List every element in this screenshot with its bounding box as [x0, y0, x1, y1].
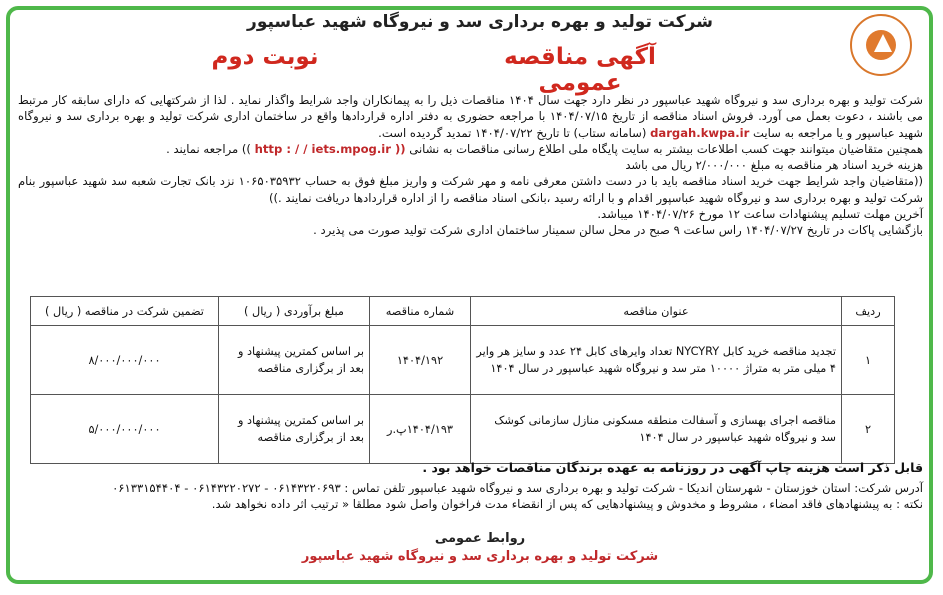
tender-table	[30, 296, 895, 464]
iets-link[interactable]: (( http : / / iets.mpog.ir	[254, 141, 406, 156]
dargah-link[interactable]: dargah.kwpa.ir	[650, 125, 750, 140]
dam-icon	[874, 34, 892, 52]
table-header-row	[31, 297, 895, 326]
intro-paragraph: شرکت تولید و بهره برداری سد و نیروگاه شهید عباسپور در نظر دارد جهت سال ۱۴۰۴ مناقصات ذیل را به پیمانکاران واجد شرایط واگذار نماید . لذا از شرکتهایی که دارای سابقه کار مرتبط می باشند ، دعوت بعمل می آورد. فروش اسناد مناقصه از تاریخ ۱۴۰۴/۰۷/۱۵ با مراجعه حضوری به دفتر اداره قراردادها واقع در ساختمان اداری شرکت تولید و بهره برداری سد و نیروگاه شهید عباسپور و یا مراجعه به سایت dargah.kwpa.ir (سامانه ستاب) تا تاریخ ۱۴۰۴/۰۷/۲۲ تمدید گردیده است.	[18, 93, 924, 140]
tender-guarantee: ۸/۰۰۰/۰۰۰/۰۰۰	[31, 326, 219, 395]
tender-guarantee: ۵/۰۰۰/۰۰۰/۰۰۰	[31, 395, 219, 464]
company-name: شرکت تولید و بهره برداری سد و نیروگاه شهید عباسپور	[247, 12, 713, 32]
submission-deadline: آخرین مهلت تسلیم پیشنهادات ساعت ۱۲ مورخ ۱۴۰۴/۰۷/۲۶ میباشد.	[597, 207, 923, 222]
header-estimate: مبلغ برآوردی ( ریال )	[219, 297, 370, 326]
print-cost-notice: قابل ذکر است هزینه چاپ آگهی در روزنامه به عهده برندگان مناقصات خواهد بود .	[422, 460, 923, 475]
ad-body	[18, 92, 923, 239]
disclaimer-note: نکته : به پیشنهادهای فاقد امضاء ، مشروط و مخدوش و پیشنهادهایی که پس از انقضاء مدت فراخوان واصل شود مطلقا « ترتیب اثر داده نخواهد شد.	[211, 497, 923, 511]
company-address: آدرس شرکت: استان خوزستان - شهرستان اندیکا - شرکت تولید و بهره برداری سد و نیروگاه شهید عباسپور تلفن تماس : ۰۶۱۴۳۲۲۰۶۹۳ - ۰۶۱۴۳۲۲۰۲۷۲ - ۰۶۱۳۳۱۵۴۴۰۴	[112, 481, 923, 495]
purchase-conditions: ((متقاضیان واجد شرایط جهت خرید اسناد مناقصه باید با در دست داشتن معرفی نامه و مهر شرکت و واریز مبلغ فوق به حساب ۱۰۶۵۰۳۵۹۳۲ نزد بانک تجارت شعبه سد شهید عباسپور بنام شرکت تولید و بهره برداری سد و نیروگاه شهید عباسپور اقدام و با ارائه رسید ،بانکی اسناد مناقصه را از اداره قراردادها دریافت نمایند .))	[18, 174, 923, 205]
company-logo	[850, 14, 912, 76]
document-fee: هزینه خرید اسناد هر مناقصه به مبلغ ۲/۰۰۰/۰۰۰ ریال می باشد	[625, 158, 923, 173]
tender-number: ۱۴۰۴/۱۹۳پ.ر	[370, 395, 471, 464]
header-tender-number: شماره مناقصه	[370, 297, 471, 326]
table-row	[31, 326, 895, 395]
row-number: ۱	[842, 326, 895, 395]
tender-estimate: بر اساس کمترین پیشنهاد و بعد از برگزاری مناقصه	[219, 326, 370, 395]
publication-round: نوبت دوم	[211, 44, 319, 70]
table-row	[31, 395, 895, 464]
tender-number: ۱۴۰۴/۱۹۲	[370, 326, 471, 395]
header-row-number: ردیف	[842, 297, 895, 326]
public-relations-signature: روابط عمومی	[434, 531, 526, 546]
tender-title: مناقصه اجرای بهسازی و آسفالت منطقه مسکونی منازل سازمانی کوشک سد و نیروگاه شهید عباسپور در سال ۱۴۰۴	[471, 395, 842, 464]
row-number: ۲	[842, 395, 895, 464]
tender-estimate: بر اساس کمترین پیشنهاد و بعد از برگزاری مناقصه	[219, 395, 370, 464]
header-guarantee: تضمین شرکت در مناقصه ( ریال )	[31, 297, 219, 326]
info-paragraph: همچنین متقاضیان میتوانند جهت کسب اطلاعات بیشتر به سایت پایگاه ملی اطلاع رسانی مناقصات به نشانی (( http : / / iets.mpog.ir )) مراجعه نمایند .	[166, 141, 923, 156]
opening-date: بازگشایی پاکات در تاریخ ۱۴۰۴/۰۷/۲۷ راس ساعت ۹ صبح در محل سالن سمینار ساختمان اداری شرکت تولید صورت می پذیرد .	[313, 223, 923, 238]
contact-block	[18, 480, 923, 512]
header-title: عنوان مناقصه	[471, 297, 842, 326]
ad-title: آگهی مناقصه عمومی	[504, 44, 656, 96]
company-signature: شرکت تولید و بهره برداری سد و نیروگاه شهید عباسپور	[301, 549, 659, 564]
tender-title: تجدید مناقصه خرید کابل NYCYRY تعداد وایرهای کابل ۲۴ عدد و سایز هر وایر ۴ میلی متر به متراژ ۱۰۰۰۰ متر سد و نیروگاه شهید عباسپور در سال ۱۴۰۴	[471, 326, 842, 395]
